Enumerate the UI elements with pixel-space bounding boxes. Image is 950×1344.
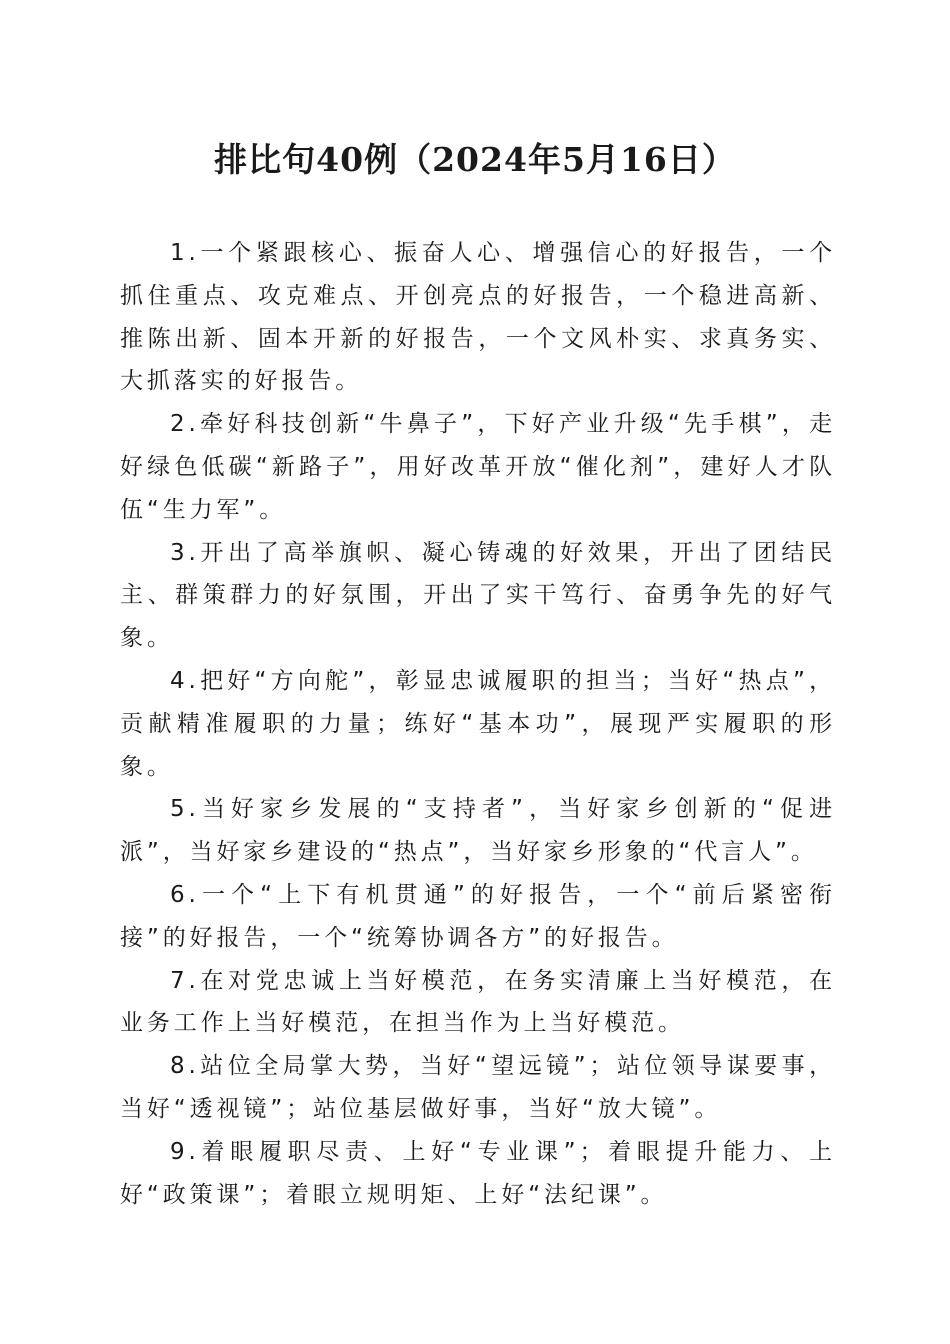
paragraph-2: 2.牵好科技创新“牛鼻子”，下好产业升级“先手棋”，走好绿色低碳“新路子”，用好改革开放“催化剂”，建好人才队伍“生力军”。 [120,411,836,523]
paragraph-9: 9.着眼履职尽责、上好“专业课”；着眼提升能力、上好“政策课”；着眼立规明矩、上好“法纪课”。 [120,1138,836,1208]
paragraph-3: 3.开出了高举旗帜、凝心铸魂的好效果，开出了团结民主、群策群力的好氛围，开出了实干笃行、奋勇争先的好气象。 [120,539,836,652]
paragraph-8: 8.站位全局掌大势，当好“望远镜”；站位领导谋要事，当好“透视镜”；站位基层做好事，当好“放大镜”。 [120,1053,836,1122]
paragraph-1: 1.一个紧跟核心、振奋人心、增强信心的好报告，一个抓住重点、攻克难点、开创亮点的好报告，一个稳进高新、推陈出新、固本开新的好报告，一个文风朴实、求真务实、大抓落实的好报告。 [120,240,836,395]
paragraph-5: 5.当好家乡发展的“支持者”，当好家乡创新的“促进派”，当好家乡建设的“热点”，当好家乡形象的“代言人”。 [120,796,836,866]
page-title: 排比句40例（2024年5月16日） [214,140,736,179]
paragraph-4: 4.把好“方向舵”，彰显忠诚履职的担当；当好“热点”，贡献精准履职的力量；练好“基本功”，展现严实履职的形象。 [120,667,837,780]
paragraph-7: 7.在对党忠诚上当好模范，在务实清廉上当好模范，在业务工作上当好模范，在担当作为上当好模范。 [120,967,836,1037]
document-body [120,232,836,1216]
paragraph-6: 6.一个“上下有机贯通”的好报告，一个“前后紧密衔接”的好报告，一个“统筹协调各方”的好报告。 [120,881,836,951]
